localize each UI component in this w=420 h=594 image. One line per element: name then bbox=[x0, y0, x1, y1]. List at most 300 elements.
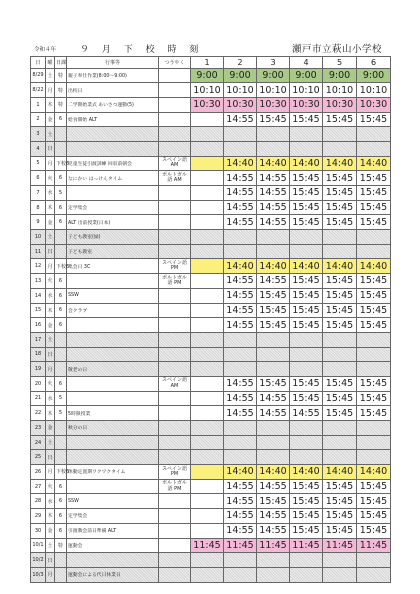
time-cell-grade-2: 10:30 bbox=[224, 97, 257, 112]
time-cell-grade-3: 14:55 bbox=[257, 523, 290, 538]
weekday-cell: 月 bbox=[46, 83, 55, 98]
schedule-cell: 6 bbox=[55, 215, 67, 230]
time-cell-grade-4: 15:45 bbox=[290, 523, 323, 538]
time-cell-grade-2: 14:40 bbox=[224, 465, 257, 480]
table-row bbox=[31, 553, 391, 568]
time-cell-grade-3: 10:30 bbox=[257, 97, 290, 112]
time-cell-grade-4 bbox=[290, 553, 323, 568]
event-cell: SSW bbox=[67, 288, 159, 303]
weekday-cell: 土 bbox=[46, 230, 55, 245]
time-cell-grade-3: 14:55 bbox=[257, 406, 290, 421]
time-cell-grade-6: 15:45 bbox=[357, 376, 391, 391]
time-cell-grade-2: 14:55 bbox=[224, 112, 257, 127]
interpreter-cell bbox=[159, 97, 191, 112]
page-title: ９ 月 下 校 時 刻 bbox=[80, 45, 204, 55]
time-cell-grade-6 bbox=[357, 450, 391, 465]
schedule-cell bbox=[55, 141, 67, 156]
time-cell-grade-5 bbox=[323, 553, 357, 568]
weekday-header: 曜 bbox=[46, 57, 55, 69]
era-label: 令和４年 bbox=[34, 47, 57, 53]
date-cell: 15 bbox=[31, 303, 46, 318]
time-cell-grade-5: 15:45 bbox=[323, 509, 357, 524]
time-cell-grade-3 bbox=[257, 332, 290, 347]
time-cell-grade-3 bbox=[257, 141, 290, 156]
weekday-cell: 木 bbox=[46, 509, 55, 524]
table-row bbox=[31, 567, 391, 582]
table-row bbox=[31, 376, 391, 391]
event-cell: 親子奉仕作業(8:00～9:00) bbox=[67, 68, 159, 83]
interpreter-cell bbox=[159, 332, 191, 347]
time-cell-grade-2: 11:45 bbox=[224, 538, 257, 553]
time-cell-grade-6: 15:45 bbox=[357, 479, 391, 494]
time-cell-grade-4: 15:45 bbox=[290, 494, 323, 509]
time-cell-grade-6: 15:45 bbox=[357, 494, 391, 509]
weekday-cell: 水 bbox=[46, 494, 55, 509]
time-cell-grade-2: 14:55 bbox=[224, 494, 257, 509]
event-cell bbox=[67, 332, 159, 347]
time-cell-grade-3: 9:00 bbox=[257, 68, 290, 83]
time-cell-grade-5: 15:45 bbox=[323, 215, 357, 230]
weekday-cell: 土 bbox=[46, 127, 55, 142]
time-cell-grade-4 bbox=[290, 567, 323, 582]
time-cell-grade-6 bbox=[357, 127, 391, 142]
time-cell-grade-1 bbox=[191, 494, 224, 509]
time-cell-grade-1 bbox=[191, 347, 224, 362]
time-cell-grade-4: 15:45 bbox=[290, 288, 323, 303]
time-cell-grade-5: 14:40 bbox=[323, 465, 357, 480]
schedule-cell: 6 bbox=[55, 318, 67, 333]
interpreter-cell bbox=[159, 200, 191, 215]
time-cell-grade-6: 15:45 bbox=[357, 509, 391, 524]
time-cell-grade-1 bbox=[191, 259, 224, 274]
event-cell bbox=[67, 318, 159, 333]
date-cell: 1 bbox=[31, 97, 46, 112]
schedule-cell bbox=[55, 553, 67, 568]
time-cell-grade-4: 15:45 bbox=[290, 274, 323, 289]
time-cell-grade-6: 15:45 bbox=[357, 186, 391, 201]
table-row bbox=[31, 479, 391, 494]
grade-1-header: 1 bbox=[191, 57, 224, 69]
time-cell-grade-6: 14:40 bbox=[357, 259, 391, 274]
event-cell: 子ども教室(緑) bbox=[67, 230, 159, 245]
interpreter-cell: スペイン語 PM bbox=[159, 259, 191, 274]
time-cell-grade-2: 10:10 bbox=[224, 83, 257, 98]
time-cell-grade-6 bbox=[357, 332, 391, 347]
time-cell-grade-1 bbox=[191, 274, 224, 289]
school-name: 瀬戸市立萩山小学校 bbox=[291, 44, 382, 55]
time-cell-grade-5: 15:45 bbox=[323, 288, 357, 303]
date-cell: 22 bbox=[31, 406, 46, 421]
interpreter-cell bbox=[159, 83, 191, 98]
time-cell-grade-1 bbox=[191, 215, 224, 230]
event-cell: 児童生徒引渡訓練 回収前朝会 bbox=[67, 156, 159, 171]
interpreter-cell bbox=[159, 538, 191, 553]
table-body bbox=[31, 68, 391, 582]
event-cell: なにかい はっけんタイム bbox=[67, 171, 159, 186]
event-cell bbox=[67, 376, 159, 391]
time-cell-grade-3 bbox=[257, 567, 290, 582]
table-row bbox=[31, 215, 391, 230]
table-row bbox=[31, 127, 391, 142]
time-cell-grade-4: 14:40 bbox=[290, 465, 323, 480]
time-cell-grade-1: 9:00 bbox=[191, 68, 224, 83]
interpreter-cell: ポルトガル語 PM bbox=[159, 479, 191, 494]
schedule-cell: 6 bbox=[55, 303, 67, 318]
time-cell-grade-1 bbox=[191, 450, 224, 465]
time-cell-grade-3 bbox=[257, 230, 290, 245]
time-cell-grade-6 bbox=[357, 553, 391, 568]
date-cell: 11 bbox=[31, 244, 46, 259]
time-cell-grade-6: 10:10 bbox=[357, 83, 391, 98]
time-cell-grade-2 bbox=[224, 244, 257, 259]
time-cell-grade-2: 14:55 bbox=[224, 406, 257, 421]
time-cell-grade-5: 14:40 bbox=[323, 259, 357, 274]
table-row bbox=[31, 303, 391, 318]
weekday-cell: 月 bbox=[46, 362, 55, 377]
schedule-cell: 6 bbox=[55, 509, 67, 524]
time-cell-grade-3: 14:55 bbox=[257, 274, 290, 289]
weekday-cell: 金 bbox=[46, 318, 55, 333]
time-cell-grade-5: 15:45 bbox=[323, 303, 357, 318]
event-cell: 子ども教室 bbox=[67, 244, 159, 259]
schedule-cell bbox=[55, 332, 67, 347]
time-cell-grade-3 bbox=[257, 347, 290, 362]
event-cell bbox=[67, 186, 159, 201]
time-cell-grade-3: 14:40 bbox=[257, 156, 290, 171]
schedule-cell bbox=[55, 421, 67, 436]
time-cell-grade-1: 11:45 bbox=[191, 538, 224, 553]
time-cell-grade-2: 14:55 bbox=[224, 303, 257, 318]
time-cell-grade-3 bbox=[257, 435, 290, 450]
time-cell-grade-5 bbox=[323, 567, 357, 582]
interpreter-cell bbox=[159, 318, 191, 333]
event-cell: SSW bbox=[67, 494, 159, 509]
time-cell-grade-5 bbox=[323, 230, 357, 245]
time-cell-grade-4 bbox=[290, 421, 323, 436]
time-cell-grade-6 bbox=[357, 435, 391, 450]
table-row bbox=[31, 83, 391, 98]
time-cell-grade-5: 15:45 bbox=[323, 523, 357, 538]
schedule-cell bbox=[55, 127, 67, 142]
time-cell-grade-3: 11:45 bbox=[257, 538, 290, 553]
date-cell: 21 bbox=[31, 391, 46, 406]
event-cell: 引渡教会前日準備 ALT bbox=[67, 523, 159, 538]
schedule-cell bbox=[55, 435, 67, 450]
time-cell-grade-5 bbox=[323, 450, 357, 465]
date-cell: 13 bbox=[31, 274, 46, 289]
time-cell-grade-3: 14:55 bbox=[257, 186, 290, 201]
time-cell-grade-6: 15:45 bbox=[357, 288, 391, 303]
table-row bbox=[31, 391, 391, 406]
time-cell-grade-5: 15:45 bbox=[323, 391, 357, 406]
schedule-cell: 6 bbox=[55, 112, 67, 127]
time-cell-grade-5: 10:30 bbox=[323, 97, 357, 112]
time-cell-grade-1 bbox=[191, 376, 224, 391]
weekday-cell: 月 bbox=[46, 156, 55, 171]
interpreter-cell bbox=[159, 567, 191, 582]
table-row bbox=[31, 465, 391, 480]
schedule-cell bbox=[55, 362, 67, 377]
schedule-cell: 下校6 bbox=[55, 465, 67, 480]
date-cell: 6 bbox=[31, 171, 46, 186]
table-row bbox=[31, 523, 391, 538]
date-cell: 8/22 bbox=[31, 83, 46, 98]
time-cell-grade-4: 15:45 bbox=[290, 200, 323, 215]
schedule-cell: 6 bbox=[55, 479, 67, 494]
time-cell-grade-6 bbox=[357, 230, 391, 245]
time-cell-grade-6: 15:45 bbox=[357, 391, 391, 406]
date-header: 日 bbox=[31, 57, 46, 69]
time-cell-grade-1 bbox=[191, 127, 224, 142]
time-cell-grade-5: 15:45 bbox=[323, 376, 357, 391]
time-cell-grade-1: 10:10 bbox=[191, 83, 224, 98]
schedule-cell bbox=[55, 244, 67, 259]
table-row bbox=[31, 288, 391, 303]
event-cell: ALT 出前授業(日本) bbox=[67, 215, 159, 230]
time-cell-grade-1 bbox=[191, 523, 224, 538]
time-cell-grade-2: 14:55 bbox=[224, 171, 257, 186]
interpreter-cell bbox=[159, 362, 191, 377]
event-cell bbox=[67, 391, 159, 406]
time-cell-grade-2: 14:55 bbox=[224, 376, 257, 391]
interpreter-cell: スペイン語 AM bbox=[159, 156, 191, 171]
date-cell: 5 bbox=[31, 156, 46, 171]
table-row bbox=[31, 347, 391, 362]
schedule-cell: 特 bbox=[55, 97, 67, 112]
table-row bbox=[31, 435, 391, 450]
schedule-cell: 5 bbox=[55, 391, 67, 406]
time-cell-grade-5 bbox=[323, 141, 357, 156]
event-cell: 給食開始 ALT bbox=[67, 112, 159, 127]
time-cell-grade-6: 15:45 bbox=[357, 318, 391, 333]
interpreter-cell: スペイン語 PM bbox=[159, 465, 191, 480]
interpreter-cell: ポルトガル語 PM bbox=[159, 274, 191, 289]
event-cell: 出校日 bbox=[67, 83, 159, 98]
event-cell bbox=[67, 141, 159, 156]
event-cell: 二学期始業式 あいさつ運動(5) bbox=[67, 97, 159, 112]
table-row bbox=[31, 244, 391, 259]
time-cell-grade-2: 14:40 bbox=[224, 156, 257, 171]
time-cell-grade-1 bbox=[191, 421, 224, 436]
weekday-cell: 金 bbox=[46, 215, 55, 230]
date-cell: 3 bbox=[31, 127, 46, 142]
time-cell-grade-3: 14:55 bbox=[257, 215, 290, 230]
table-row bbox=[31, 318, 391, 333]
schedule-cell: 6 bbox=[55, 274, 67, 289]
time-cell-grade-6 bbox=[357, 141, 391, 156]
time-cell-grade-1 bbox=[191, 230, 224, 245]
time-cell-grade-1 bbox=[191, 200, 224, 215]
date-cell: 25 bbox=[31, 450, 46, 465]
time-cell-grade-3: 15:45 bbox=[257, 303, 290, 318]
time-cell-grade-4: 15:45 bbox=[290, 215, 323, 230]
event-cell: 5時限授業 bbox=[67, 406, 159, 421]
date-cell: 19 bbox=[31, 362, 46, 377]
time-cell-grade-3 bbox=[257, 244, 290, 259]
interpreter-cell bbox=[159, 303, 191, 318]
event-cell: 運動会 bbox=[67, 538, 159, 553]
time-cell-grade-4: 11:45 bbox=[290, 538, 323, 553]
time-cell-grade-4: 15:45 bbox=[290, 303, 323, 318]
events-header: 行事等 bbox=[67, 57, 159, 69]
schedule-cell bbox=[55, 230, 67, 245]
time-cell-grade-2: 14:55 bbox=[224, 509, 257, 524]
interpreter-cell bbox=[159, 435, 191, 450]
schedule-cell: 特 bbox=[55, 538, 67, 553]
time-cell-grade-1 bbox=[191, 479, 224, 494]
interpreter-cell bbox=[159, 391, 191, 406]
table-row bbox=[31, 450, 391, 465]
table-row bbox=[31, 97, 391, 112]
interpreter-cell bbox=[159, 406, 191, 421]
event-cell: 敬老の日 bbox=[67, 362, 159, 377]
time-cell-grade-2: 14:55 bbox=[224, 215, 257, 230]
date-cell: 10/1 bbox=[31, 538, 46, 553]
date-cell: 17 bbox=[31, 332, 46, 347]
time-cell-grade-4: 15:45 bbox=[290, 186, 323, 201]
weekday-cell: 土 bbox=[46, 435, 55, 450]
table-row bbox=[31, 509, 391, 524]
interpreter-cell bbox=[159, 112, 191, 127]
time-cell-grade-2: 14:55 bbox=[224, 523, 257, 538]
interpreter-cell bbox=[159, 347, 191, 362]
time-cell-grade-1 bbox=[191, 288, 224, 303]
time-cell-grade-2 bbox=[224, 553, 257, 568]
table-row bbox=[31, 68, 391, 83]
weekday-cell: 日 bbox=[46, 553, 55, 568]
time-cell-grade-5 bbox=[323, 435, 357, 450]
time-cell-grade-6: 14:40 bbox=[357, 465, 391, 480]
weekday-cell: 火 bbox=[46, 171, 55, 186]
time-cell-grade-2 bbox=[224, 141, 257, 156]
weekday-cell: 月 bbox=[46, 465, 55, 480]
time-cell-grade-3 bbox=[257, 127, 290, 142]
table-row bbox=[31, 112, 391, 127]
schedule-sheet bbox=[30, 40, 390, 583]
time-cell-grade-3: 14:55 bbox=[257, 509, 290, 524]
schedule-cell: 6 bbox=[55, 171, 67, 186]
time-cell-grade-5 bbox=[323, 362, 357, 377]
time-cell-grade-4 bbox=[290, 435, 323, 450]
table-row bbox=[31, 421, 391, 436]
time-cell-grade-2: 14:55 bbox=[224, 186, 257, 201]
interpreter-cell bbox=[159, 288, 191, 303]
time-cell-grade-4 bbox=[290, 450, 323, 465]
time-cell-grade-4 bbox=[290, 332, 323, 347]
interpreter-cell bbox=[159, 450, 191, 465]
date-cell: 10/3 bbox=[31, 567, 46, 582]
time-cell-grade-5: 15:45 bbox=[323, 479, 357, 494]
time-cell-grade-4: 15:45 bbox=[290, 509, 323, 524]
event-cell: 定学集会 bbox=[67, 509, 159, 524]
table-row bbox=[31, 538, 391, 553]
time-cell-grade-5: 11:45 bbox=[323, 538, 357, 553]
time-cell-grade-5: 10:10 bbox=[323, 83, 357, 98]
event-cell bbox=[67, 479, 159, 494]
time-cell-grade-6: 10:30 bbox=[357, 97, 391, 112]
weekday-cell: 土 bbox=[46, 68, 55, 83]
time-cell-grade-2: 14:55 bbox=[224, 391, 257, 406]
weekday-cell: 火 bbox=[46, 274, 55, 289]
tsuruyaku-header: つうやく bbox=[159, 57, 191, 69]
interpreter-cell bbox=[159, 215, 191, 230]
time-cell-grade-6: 15:45 bbox=[357, 303, 391, 318]
table-row bbox=[31, 171, 391, 186]
date-cell: 14 bbox=[31, 288, 46, 303]
time-cell-grade-3: 15:45 bbox=[257, 288, 290, 303]
time-cell-grade-2 bbox=[224, 347, 257, 362]
event-cell bbox=[67, 274, 159, 289]
time-cell-grade-6 bbox=[357, 567, 391, 582]
weekday-cell: 水 bbox=[46, 186, 55, 201]
time-cell-grade-5: 15:45 bbox=[323, 274, 357, 289]
schedule-cell: 6 bbox=[55, 523, 67, 538]
time-cell-grade-1 bbox=[191, 406, 224, 421]
time-cell-grade-4: 15:45 bbox=[290, 479, 323, 494]
time-cell-grade-4: 10:10 bbox=[290, 83, 323, 98]
date-cell: 2 bbox=[31, 112, 46, 127]
time-cell-grade-1 bbox=[191, 141, 224, 156]
time-cell-grade-1 bbox=[191, 391, 224, 406]
time-cell-grade-1 bbox=[191, 465, 224, 480]
time-cell-grade-3: 14:55 bbox=[257, 479, 290, 494]
date-cell: 29 bbox=[31, 509, 46, 524]
time-cell-grade-5 bbox=[323, 332, 357, 347]
interpreter-cell: ポルトガル語 AM bbox=[159, 171, 191, 186]
schedule-cell: 6 bbox=[55, 494, 67, 509]
time-cell-grade-1 bbox=[191, 171, 224, 186]
time-cell-grade-2 bbox=[224, 332, 257, 347]
table-row bbox=[31, 141, 391, 156]
time-cell-grade-5: 15:45 bbox=[323, 318, 357, 333]
weekday-cell: 水 bbox=[46, 391, 55, 406]
event-cell: 秋分の日 bbox=[67, 421, 159, 436]
time-cell-grade-5: 15:45 bbox=[323, 200, 357, 215]
table-row bbox=[31, 332, 391, 347]
event-cell: 運動会による代日休業日 bbox=[67, 567, 159, 582]
grade-3-header: 3 bbox=[257, 57, 290, 69]
time-cell-grade-4: 14:55 bbox=[290, 406, 323, 421]
weekday-cell: 木 bbox=[46, 406, 55, 421]
time-cell-grade-1 bbox=[191, 567, 224, 582]
time-cell-grade-2 bbox=[224, 435, 257, 450]
time-cell-grade-6: 15:45 bbox=[357, 274, 391, 289]
date-cell: 9 bbox=[31, 215, 46, 230]
schedule-cell: 6 bbox=[55, 288, 67, 303]
date-cell: 12 bbox=[31, 259, 46, 274]
date-cell: 23 bbox=[31, 421, 46, 436]
weekday-cell: 日 bbox=[46, 244, 55, 259]
time-cell-grade-4: 14:40 bbox=[290, 259, 323, 274]
time-cell-grade-3: 14:40 bbox=[257, 465, 290, 480]
date-cell: 10/2 bbox=[31, 553, 46, 568]
time-cell-grade-2: 14:40 bbox=[224, 259, 257, 274]
schedule-cell: 特 bbox=[55, 68, 67, 83]
time-cell-grade-2: 14:55 bbox=[224, 200, 257, 215]
interpreter-cell bbox=[159, 186, 191, 201]
time-cell-grade-4: 15:45 bbox=[290, 112, 323, 127]
table-row bbox=[31, 230, 391, 245]
time-cell-grade-3 bbox=[257, 553, 290, 568]
time-cell-grade-6: 11:45 bbox=[357, 538, 391, 553]
time-cell-grade-6: 14:40 bbox=[357, 156, 391, 171]
time-cell-grade-3: 15:45 bbox=[257, 318, 290, 333]
weekday-cell: 土 bbox=[46, 332, 55, 347]
time-cell-grade-2 bbox=[224, 362, 257, 377]
time-cell-grade-2 bbox=[224, 230, 257, 245]
table-row bbox=[31, 200, 391, 215]
schedule-cell: 特 bbox=[55, 83, 67, 98]
